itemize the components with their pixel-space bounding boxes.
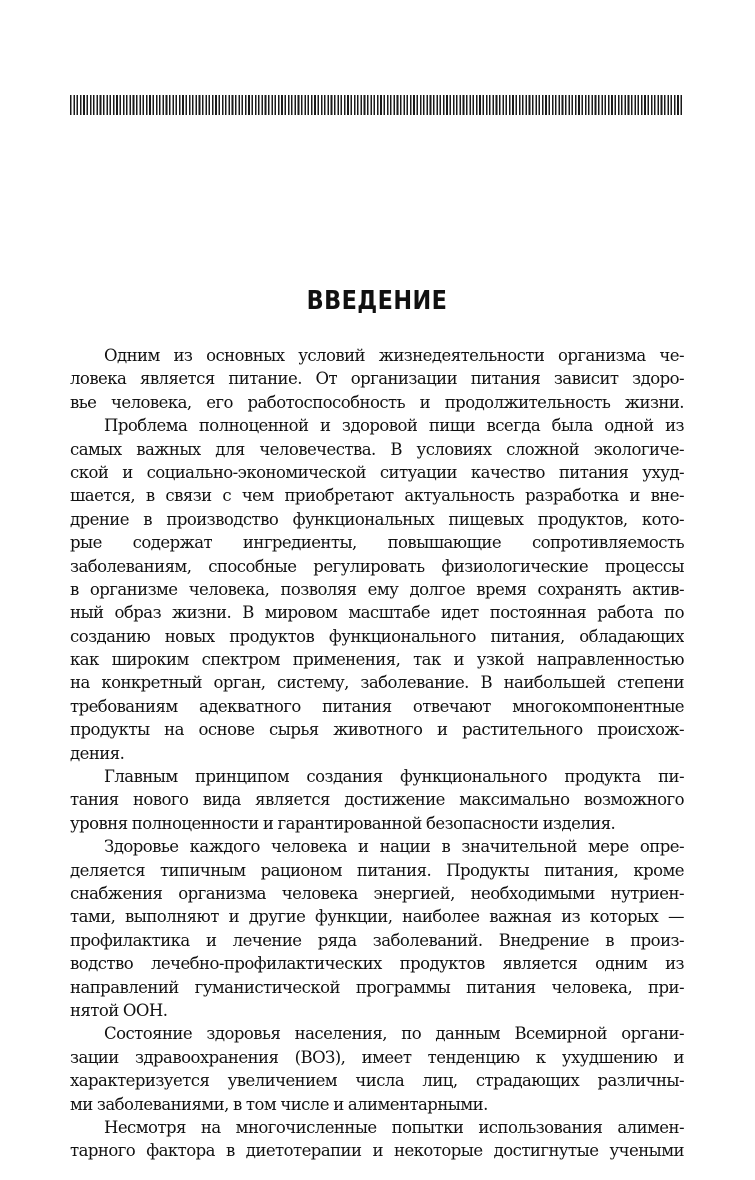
text-line: Несмотря на многочисленные попытки использования алимен- [104,1117,684,1137]
text-line: как широким спектром применения, так и узкой направленностью [70,650,684,670]
text-line: в организме человека, позволяя ему долгое время сохранять актив- [70,579,684,599]
page-title: ВВЕДЕНИЕ [306,286,448,316]
text-line: ми заболеваниями, в том числе и алиментарными. [70,1094,488,1114]
body-text [70,344,684,1163]
text-line: продукты на основе сырья животного и растительного происхож- [70,720,684,740]
text-line: водство лечебно-профилактических продуктов является одним из [70,954,684,974]
text-line: созданию новых продуктов функционального питания, обладающих [70,626,684,646]
text-line: Проблема полноценной и здоровой пищи всегда была одной из [104,416,684,436]
text-line: деляется типичным рационом питания. Продукты питания, кроме [70,860,684,880]
text-line: ловека является питание. От организации питания зависит здоро- [70,369,684,389]
text-line: шается, в связи с чем приобретают актуальность разработка и вне- [70,486,684,506]
text-line: дения. [70,743,125,763]
text-line: направлений гуманистической программы питания человека, при- [70,977,684,997]
text-line: на конкретный орган, систему, заболевание. В наибольшей степени [70,673,684,693]
decorative-header-rule [70,95,684,115]
text-line: заболеваниям, способные регулировать физиологические процессы [70,556,684,576]
text-line: Здоровье каждого человека и нации в значительной мере опре- [104,837,684,857]
text-line: самых важных для человечества. В условиях сложной экологиче- [70,439,684,459]
text-line: тами, выполняют и другие функции, наиболее важная из которых — [70,907,684,927]
text-line: ный образ жизни. В мировом масштабе идет постоянная работа по [70,603,684,623]
text-line: дрение в производство функциональных пищевых продуктов, кото- [70,509,684,529]
text-line: профилактика и лечение ряда заболеваний. Внедрение в произ- [70,930,684,950]
text-line: вье человека, его работоспособность и продолжительность жизни. [70,392,684,412]
text-line: тания нового вида является достижение максимально возможного [70,790,684,810]
text-line: Главным принципом создания функционального продукта пи- [104,767,684,787]
text-line: Одним из основных условий жизнедеятельности организма че- [104,346,684,365]
text-line: ской и социально-экономической ситуации качество питания ухуд- [70,462,684,482]
text-line: рые содержат ингредиенты, повышающие сопротивляемость [70,533,684,553]
text-line: Состояние здоровья населения, по данным Всемирной органи- [104,1024,684,1044]
text-line: зации здравоохранения (ВОЗ), имеет тенденцию к ухудшению и [70,1047,684,1067]
text-line: нятой ООН. [70,1000,168,1020]
text-line: характеризуется увеличением числа лиц, страдающих различны- [70,1071,684,1091]
text-line: снабжения организма человека энергией, необходимыми нутриен- [70,883,684,903]
text-line: тарного фактора в диетотерапии и некоторые достигнутые учеными [70,1141,684,1161]
text-line: требованиям адекватного питания отвечают многокомпонентные [70,696,684,716]
text-line: уровня полноценности и гарантированной безопасности изделия. [70,813,616,833]
